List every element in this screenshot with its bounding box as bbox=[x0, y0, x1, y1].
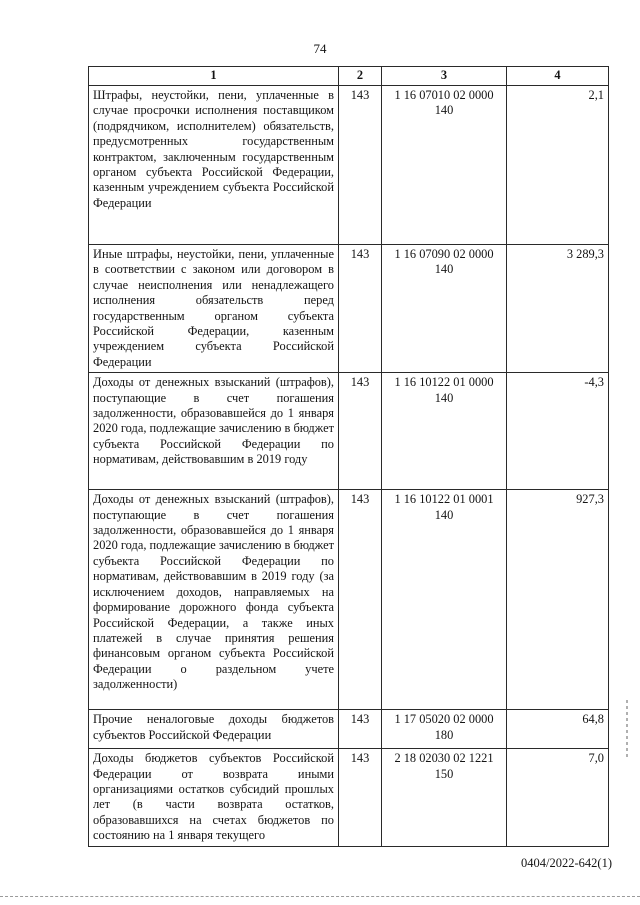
row-classification-code: 1 16 07090 02 0000 140 bbox=[382, 245, 507, 373]
header-col-3: 3 bbox=[382, 67, 507, 86]
row-description: Доходы от денежных взысканий (штрафов), поступающие в счет погашения задолженности, образовавшейся до 1 января 2020 года, подлежащие зачислению в бюджет субъекта Российской Федерации по нормативам, действовавшим в 2019 году bbox=[89, 373, 339, 490]
row-description: Прочие неналоговые доходы бюджетов субъектов Российской Федерации bbox=[89, 710, 339, 749]
row-indicator: 143 bbox=[339, 373, 382, 490]
row-classification-code: 1 16 10122 01 0000 140 bbox=[382, 373, 507, 490]
header-col-1: 1 bbox=[89, 67, 339, 86]
table-row bbox=[89, 749, 609, 847]
document-registration-code: 0404/2022-642(1) bbox=[521, 856, 612, 870]
table-row bbox=[89, 245, 609, 373]
row-amount: 64,8 bbox=[507, 710, 609, 749]
row-indicator: 143 bbox=[339, 710, 382, 749]
row-description: Штрафы, неустойки, пени, уплаченные в случае просрочки исполнения поставщиком (подрядчиком, исполнителем) обязательств, предусмотренных государственным контрактом, заключенным государственным органом субъекта Российской Федерации, казенным учреждением субъекта Российской Федерации bbox=[89, 86, 339, 245]
row-classification-code: 1 16 07010 02 0000 140 bbox=[382, 86, 507, 245]
row-classification-code: 1 17 05020 02 0000 180 bbox=[382, 710, 507, 749]
budget-revenue-table bbox=[88, 66, 609, 847]
table-row bbox=[89, 373, 609, 490]
row-indicator: 143 bbox=[339, 749, 382, 847]
row-description: Иные штрафы, неустойки, пени, уплаченные в соответствии с законом или договором в случае неисполнения или ненадлежащего исполнения обязательств перед государственным органом субъекта Российской Федерации, казенным учреждением субъекта Российской Федерации bbox=[89, 245, 339, 373]
scan-bottom-line bbox=[0, 896, 640, 900]
row-classification-code: 1 16 10122 01 0001 140 bbox=[382, 490, 507, 710]
header-col-4: 4 bbox=[507, 67, 609, 86]
scan-edge-mark bbox=[626, 700, 628, 760]
row-description: Доходы от денежных взысканий (штрафов), поступающие в счет погашения задолженности, образовавшейся до 1 января 2020 года, подлежащие зачислению в бюджет субъекта Российской Федерации по нормативам, действовавшим в 2019 году (за исключением доходов, направляемых на формирование дорожного фонда субъекта Российской Федерации, а также иных платежей в случае принятия решения финансовым органом субъекта Российской Федерации о раздельном учете задолженности) bbox=[89, 490, 339, 710]
row-amount: 7,0 bbox=[507, 749, 609, 847]
row-indicator: 143 bbox=[339, 86, 382, 245]
table-row bbox=[89, 490, 609, 710]
page-number: 74 bbox=[313, 41, 327, 56]
row-indicator: 143 bbox=[339, 490, 382, 710]
row-amount: -4,3 bbox=[507, 373, 609, 490]
row-description: Доходы бюджетов субъектов Российской Федерации от возврата иными организациями остатков субсидий прошлых лет (в части возврата остатков, образовавшихся на счетах бюджетов по состоянию на 1 января текущего bbox=[89, 749, 339, 847]
table-header-row bbox=[89, 67, 609, 86]
row-amount: 3 289,3 bbox=[507, 245, 609, 373]
header-col-2: 2 bbox=[339, 67, 382, 86]
table-row bbox=[89, 86, 609, 245]
table-row bbox=[89, 710, 609, 749]
row-amount: 927,3 bbox=[507, 490, 609, 710]
row-indicator: 143 bbox=[339, 245, 382, 373]
row-classification-code: 2 18 02030 02 1221 150 bbox=[382, 749, 507, 847]
row-amount: 2,1 bbox=[507, 86, 609, 245]
